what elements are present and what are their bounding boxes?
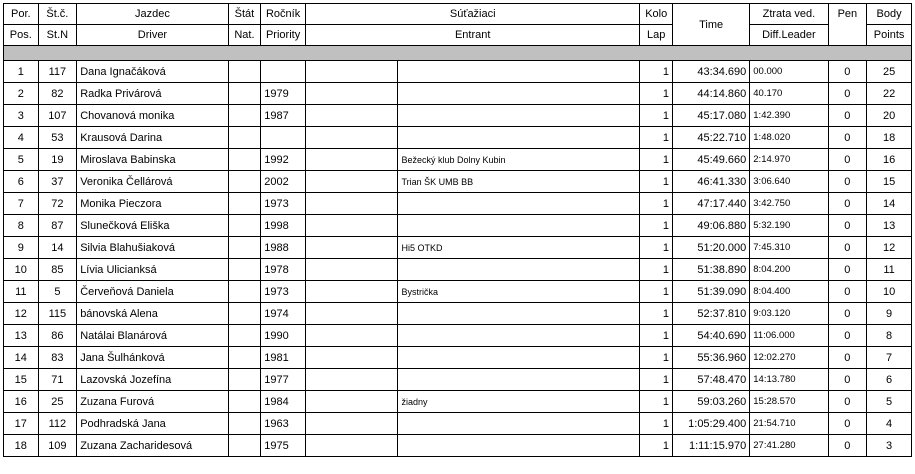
table-row	[4, 259, 912, 281]
header-priority-en: Priority	[261, 25, 306, 46]
cell-startno: 109	[38, 435, 77, 457]
table-body	[4, 46, 912, 457]
cell-entrant-gap	[305, 83, 398, 105]
cell-lap: 1	[640, 303, 673, 325]
cell-time: 43:34.690	[673, 61, 750, 83]
cell-time: 47:17.440	[673, 193, 750, 215]
cell-nat	[228, 127, 261, 149]
cell-points: 22	[867, 83, 912, 105]
cell-pen: 0	[828, 105, 867, 127]
cell-priority: 1987	[261, 105, 306, 127]
cell-lap: 1	[640, 435, 673, 457]
cell-nat	[228, 215, 261, 237]
cell-points: 6	[867, 369, 912, 391]
table-header	[4, 4, 912, 46]
header-pos-en: Pos.	[4, 25, 39, 46]
cell-nat	[228, 193, 261, 215]
cell-time: 52:37.810	[673, 303, 750, 325]
cell-time: 49:06.880	[673, 215, 750, 237]
cell-pos: 4	[4, 127, 39, 149]
cell-pos: 6	[4, 171, 39, 193]
cell-lap: 1	[640, 215, 673, 237]
cell-entrant-gap	[305, 259, 398, 281]
cell-driver: Lazovská Jozefína	[77, 369, 229, 391]
cell-priority: 1992	[261, 149, 306, 171]
cell-startno: 71	[38, 369, 77, 391]
cell-entrant-gap	[305, 149, 398, 171]
cell-entrant: Trian ŠK UMB BB	[398, 171, 640, 193]
cell-entrant	[398, 105, 640, 127]
cell-driver: Podhradská Jana	[77, 413, 229, 435]
cell-diff: 8:04.400	[750, 281, 828, 303]
cell-startno: 72	[38, 193, 77, 215]
cell-startno: 53	[38, 127, 77, 149]
cell-priority: 2002	[261, 171, 306, 193]
cell-pos: 3	[4, 105, 39, 127]
cell-nat	[228, 347, 261, 369]
header-diff: Ztrata ved.	[750, 4, 828, 25]
cell-entrant	[398, 193, 640, 215]
cell-time: 54:40.690	[673, 325, 750, 347]
cell-driver: Červeňová Daniela	[77, 281, 229, 303]
table-row	[4, 325, 912, 347]
cell-pos: 16	[4, 391, 39, 413]
table-row	[4, 149, 912, 171]
cell-lap: 1	[640, 193, 673, 215]
header-points-en: Points	[867, 25, 912, 46]
cell-pen: 0	[828, 193, 867, 215]
cell-pos: 11	[4, 281, 39, 303]
cell-lap: 1	[640, 369, 673, 391]
cell-entrant	[398, 215, 640, 237]
cell-pos: 15	[4, 369, 39, 391]
cell-points: 18	[867, 127, 912, 149]
cell-driver: Veronika Čellárová	[77, 171, 229, 193]
cell-pos: 17	[4, 413, 39, 435]
cell-driver: Chovanová monika	[77, 105, 229, 127]
header-driver: Jazdec	[77, 4, 229, 25]
cell-points: 14	[867, 193, 912, 215]
cell-points: 12	[867, 237, 912, 259]
table-row	[4, 347, 912, 369]
cell-driver: Radka Privárová	[77, 83, 229, 105]
cell-points: 25	[867, 61, 912, 83]
table-row	[4, 127, 912, 149]
cell-priority: 1973	[261, 281, 306, 303]
cell-entrant-gap	[305, 435, 398, 457]
cell-priority: 1981	[261, 347, 306, 369]
cell-lap: 1	[640, 347, 673, 369]
cell-priority: 1990	[261, 325, 306, 347]
cell-pen: 0	[828, 149, 867, 171]
separator-row	[4, 46, 912, 61]
header-lap: Kolo	[640, 4, 673, 25]
cell-lap: 1	[640, 127, 673, 149]
cell-startno: 37	[38, 171, 77, 193]
table-row	[4, 281, 912, 303]
cell-entrant-gap	[305, 105, 398, 127]
cell-priority: 1977	[261, 369, 306, 391]
cell-time: 55:36.960	[673, 347, 750, 369]
cell-driver: Miroslava Babinska	[77, 149, 229, 171]
cell-entrant	[398, 347, 640, 369]
cell-entrant-gap	[305, 171, 398, 193]
cell-priority: 1978	[261, 259, 306, 281]
cell-nat	[228, 391, 261, 413]
table-row	[4, 237, 912, 259]
cell-entrant	[398, 61, 640, 83]
cell-priority: 1984	[261, 391, 306, 413]
cell-diff: 11:06.000	[750, 325, 828, 347]
header-entrant-en: Entrant	[305, 25, 640, 46]
cell-driver: Silvia Blahušiaková	[77, 237, 229, 259]
header-nat-en: Nat.	[228, 25, 261, 46]
cell-time: 44:14.860	[673, 83, 750, 105]
cell-pos: 12	[4, 303, 39, 325]
cell-points: 7	[867, 347, 912, 369]
cell-nat	[228, 303, 261, 325]
cell-entrant-gap	[305, 369, 398, 391]
cell-entrant	[398, 127, 640, 149]
header-startno: Št.č.	[38, 4, 77, 25]
cell-points: 11	[867, 259, 912, 281]
cell-time: 51:38.890	[673, 259, 750, 281]
cell-startno: 5	[38, 281, 77, 303]
cell-priority: 1963	[261, 413, 306, 435]
cell-entrant-gap	[305, 413, 398, 435]
cell-diff: 12:02.270	[750, 347, 828, 369]
cell-diff: 1:48.020	[750, 127, 828, 149]
table-row	[4, 83, 912, 105]
header-pos: Por.	[4, 4, 39, 25]
cell-entrant-gap	[305, 391, 398, 413]
cell-driver: Dana Ignačáková	[77, 61, 229, 83]
cell-diff: 5:32.190	[750, 215, 828, 237]
cell-lap: 1	[640, 325, 673, 347]
cell-driver: Lívia Ulicianksá	[77, 259, 229, 281]
cell-pen: 0	[828, 303, 867, 325]
cell-lap: 1	[640, 281, 673, 303]
cell-driver: Natálai Blanárová	[77, 325, 229, 347]
cell-diff: 2:14.970	[750, 149, 828, 171]
cell-lap: 1	[640, 105, 673, 127]
cell-entrant	[398, 435, 640, 457]
cell-points: 10	[867, 281, 912, 303]
cell-entrant-gap	[305, 127, 398, 149]
cell-pen: 0	[828, 83, 867, 105]
table-row	[4, 215, 912, 237]
cell-startno: 82	[38, 83, 77, 105]
cell-pos: 14	[4, 347, 39, 369]
cell-diff: 9:03.120	[750, 303, 828, 325]
results-table	[3, 3, 912, 457]
cell-nat	[228, 171, 261, 193]
cell-driver: Slunečková Eliška	[77, 215, 229, 237]
cell-entrant	[398, 413, 640, 435]
cell-diff: 00.000	[750, 61, 828, 83]
cell-driver: Monika Pieczora	[77, 193, 229, 215]
table-row	[4, 369, 912, 391]
cell-entrant-gap	[305, 281, 398, 303]
cell-driver: Krausová Darina	[77, 127, 229, 149]
cell-points: 8	[867, 325, 912, 347]
cell-nat	[228, 369, 261, 391]
cell-priority: 1973	[261, 193, 306, 215]
cell-entrant: Bystrička	[398, 281, 640, 303]
table-row	[4, 435, 912, 457]
cell-points: 15	[867, 171, 912, 193]
cell-pos: 8	[4, 215, 39, 237]
cell-pos: 18	[4, 435, 39, 457]
cell-pen: 0	[828, 237, 867, 259]
cell-time: 51:20.000	[673, 237, 750, 259]
cell-lap: 1	[640, 259, 673, 281]
cell-entrant	[398, 259, 640, 281]
cell-startno: 86	[38, 325, 77, 347]
cell-time: 45:49.660	[673, 149, 750, 171]
table-row	[4, 105, 912, 127]
cell-points: 13	[867, 215, 912, 237]
table-row	[4, 61, 912, 83]
cell-lap: 1	[640, 171, 673, 193]
cell-diff: 15:28.570	[750, 391, 828, 413]
header-time: Time	[673, 4, 750, 46]
cell-entrant	[398, 325, 640, 347]
cell-priority: 1988	[261, 237, 306, 259]
cell-driver: Jana Šulhánková	[77, 347, 229, 369]
cell-priority	[261, 127, 306, 149]
cell-time: 51:39.090	[673, 281, 750, 303]
cell-pen: 0	[828, 413, 867, 435]
cell-startno: 112	[38, 413, 77, 435]
cell-pen: 0	[828, 215, 867, 237]
cell-entrant: Bežecký klub Dolny Kubin	[398, 149, 640, 171]
cell-lap: 1	[640, 83, 673, 105]
cell-startno: 115	[38, 303, 77, 325]
cell-pen: 0	[828, 61, 867, 83]
cell-nat	[228, 61, 261, 83]
cell-entrant-gap	[305, 215, 398, 237]
cell-startno: 87	[38, 215, 77, 237]
cell-pen: 0	[828, 127, 867, 149]
header-startno-en: St.N	[38, 25, 77, 46]
cell-time: 59:03.260	[673, 391, 750, 413]
cell-driver: Zuzana Zacharidesová	[77, 435, 229, 457]
cell-entrant	[398, 303, 640, 325]
cell-pos: 9	[4, 237, 39, 259]
cell-startno: 14	[38, 237, 77, 259]
table-row	[4, 303, 912, 325]
header-driver-en: Driver	[77, 25, 229, 46]
cell-pen: 0	[828, 369, 867, 391]
table-row	[4, 171, 912, 193]
cell-startno: 25	[38, 391, 77, 413]
cell-diff: 8:04.200	[750, 259, 828, 281]
table-row	[4, 413, 912, 435]
cell-lap: 1	[640, 61, 673, 83]
cell-pen: 0	[828, 259, 867, 281]
table-row	[4, 391, 912, 413]
cell-priority: 1974	[261, 303, 306, 325]
cell-time: 57:48.470	[673, 369, 750, 391]
cell-priority: 1998	[261, 215, 306, 237]
cell-nat	[228, 281, 261, 303]
cell-pen: 0	[828, 435, 867, 457]
cell-nat	[228, 149, 261, 171]
cell-pen: 0	[828, 171, 867, 193]
cell-points: 5	[867, 391, 912, 413]
cell-points: 9	[867, 303, 912, 325]
cell-time: 1:11:15.970	[673, 435, 750, 457]
header-points: Body	[867, 4, 912, 25]
cell-entrant-gap	[305, 61, 398, 83]
cell-entrant-gap	[305, 303, 398, 325]
table-row	[4, 193, 912, 215]
cell-lap: 1	[640, 391, 673, 413]
cell-pos: 1	[4, 61, 39, 83]
cell-time: 45:17.080	[673, 105, 750, 127]
cell-pen: 0	[828, 325, 867, 347]
header-nat: Štát	[228, 4, 261, 25]
cell-entrant: Hi5 OTKD	[398, 237, 640, 259]
cell-nat	[228, 237, 261, 259]
cell-entrant	[398, 369, 640, 391]
cell-entrant	[398, 83, 640, 105]
cell-driver: Zuzana Furová	[77, 391, 229, 413]
cell-lap: 1	[640, 149, 673, 171]
cell-entrant-gap	[305, 193, 398, 215]
cell-pen: 0	[828, 347, 867, 369]
cell-startno: 19	[38, 149, 77, 171]
cell-pos: 2	[4, 83, 39, 105]
cell-pos: 10	[4, 259, 39, 281]
cell-points: 20	[867, 105, 912, 127]
cell-diff: 27:41.280	[750, 435, 828, 457]
cell-diff: 14:13.780	[750, 369, 828, 391]
cell-entrant-gap	[305, 237, 398, 259]
cell-nat	[228, 105, 261, 127]
cell-pen: 0	[828, 281, 867, 303]
cell-startno: 83	[38, 347, 77, 369]
cell-points: 3	[867, 435, 912, 457]
cell-nat	[228, 435, 261, 457]
cell-priority: 1979	[261, 83, 306, 105]
cell-points: 4	[867, 413, 912, 435]
cell-diff: 40.170	[750, 83, 828, 105]
cell-nat	[228, 259, 261, 281]
cell-diff: 3:06.640	[750, 171, 828, 193]
header-entrant: Súťažiaci	[305, 4, 640, 25]
header-lap-en: Lap	[640, 25, 673, 46]
cell-diff: 21:54.710	[750, 413, 828, 435]
cell-time: 46:41.330	[673, 171, 750, 193]
cell-nat	[228, 413, 261, 435]
header-pen: Pen	[828, 4, 867, 46]
cell-pos: 7	[4, 193, 39, 215]
cell-lap: 1	[640, 237, 673, 259]
cell-nat	[228, 325, 261, 347]
cell-lap: 1	[640, 413, 673, 435]
cell-time: 45:22.710	[673, 127, 750, 149]
cell-entrant: žiadny	[398, 391, 640, 413]
cell-priority	[261, 61, 306, 83]
header-priority: Ročník	[261, 4, 306, 25]
cell-points: 16	[867, 149, 912, 171]
cell-priority: 1975	[261, 435, 306, 457]
cell-startno: 117	[38, 61, 77, 83]
cell-pos: 5	[4, 149, 39, 171]
cell-startno: 107	[38, 105, 77, 127]
cell-startno: 85	[38, 259, 77, 281]
cell-driver: bánovská Alena	[77, 303, 229, 325]
cell-time: 1:05:29.400	[673, 413, 750, 435]
cell-nat	[228, 83, 261, 105]
cell-entrant-gap	[305, 347, 398, 369]
header-diff-en: Diff.Leader	[750, 25, 828, 46]
cell-diff: 1:42.390	[750, 105, 828, 127]
cell-pos: 13	[4, 325, 39, 347]
cell-entrant-gap	[305, 325, 398, 347]
cell-pen: 0	[828, 391, 867, 413]
cell-diff: 3:42.750	[750, 193, 828, 215]
cell-diff: 7:45.310	[750, 237, 828, 259]
